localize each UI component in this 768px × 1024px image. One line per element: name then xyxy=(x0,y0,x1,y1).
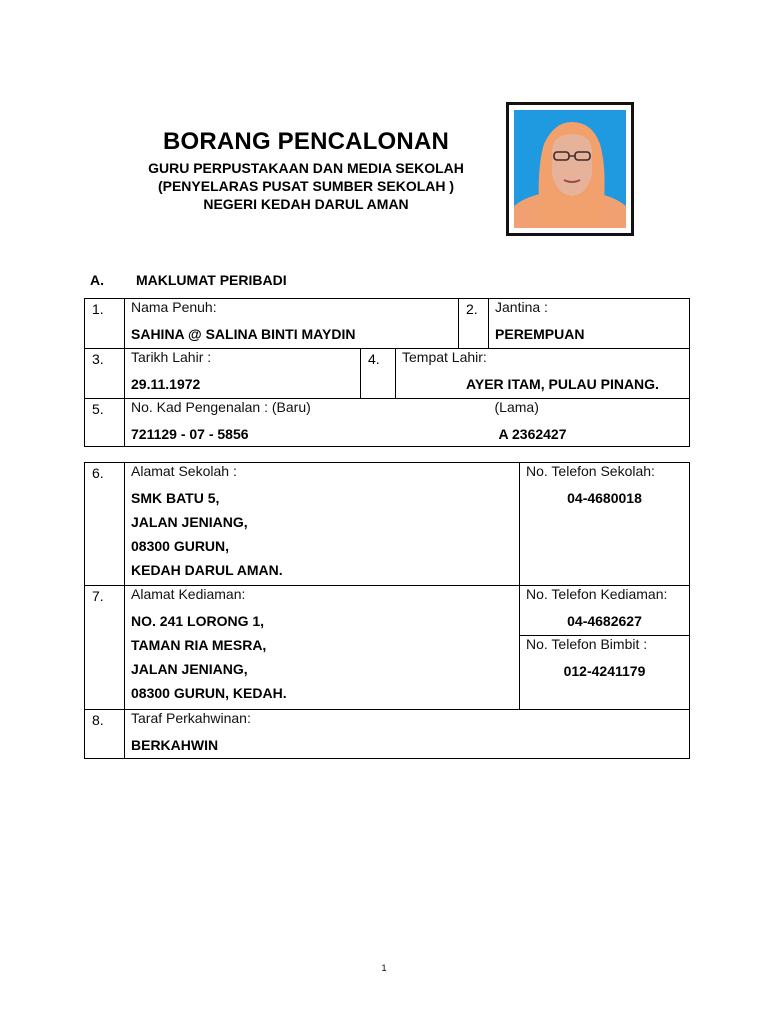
school-address-cell xyxy=(125,463,520,586)
ic-old-cell xyxy=(489,399,690,447)
field-number: 5. xyxy=(85,399,125,447)
full-name-label: Nama Penuh: xyxy=(131,299,217,315)
field-number: 2. xyxy=(459,299,489,349)
applicant-photo xyxy=(506,102,634,236)
personal-info-table-2 xyxy=(84,462,690,759)
page-number: 1 xyxy=(381,963,387,973)
home-address-label: Alamat Kediaman: xyxy=(131,586,246,602)
school-phone-label: No. Telefon Sekolah: xyxy=(526,463,655,479)
home-address-cell xyxy=(125,586,520,710)
table-row xyxy=(85,299,690,349)
birth-place-cell xyxy=(396,349,690,399)
home-address-line: JALAN JENIANG, xyxy=(131,661,248,677)
personal-info-table-1 xyxy=(84,298,690,447)
gender-cell xyxy=(489,299,690,349)
ic-new-value: 721129 - 07 - 5856 xyxy=(131,426,249,442)
marital-status-value: BERKAHWIN xyxy=(131,737,219,753)
home-address-line: NO. 241 LORONG 1, xyxy=(131,613,265,629)
field-number: 6. xyxy=(85,463,125,586)
ic-new-label: No. Kad Pengenalan : (Baru) xyxy=(131,399,311,415)
birth-place-label: Tempat Lahir: xyxy=(402,349,487,365)
school-address-line: JALAN JENIANG, xyxy=(131,514,248,530)
gender-label: Jantina : xyxy=(495,299,548,315)
ic-old-value: A 2362427 xyxy=(498,426,567,442)
birth-date-value: 29.11.1972 xyxy=(131,376,201,392)
school-address-label: Alamat Sekolah : xyxy=(131,463,237,479)
school-phone-cell xyxy=(520,463,690,586)
table-row xyxy=(85,586,690,636)
home-address-line: TAMAN RIA MESRA, xyxy=(131,637,267,653)
school-address-line: KEDAH DARUL AMAN. xyxy=(131,562,283,578)
gender-value: PEREMPUAN xyxy=(495,326,585,342)
field-number: 7. xyxy=(85,586,125,710)
home-phone-cell xyxy=(520,586,690,636)
mobile-phone-value: 012-4241179 xyxy=(563,663,646,679)
ic-old-label: (Lama) xyxy=(494,399,539,415)
mobile-phone-cell xyxy=(520,636,690,710)
table-row xyxy=(85,463,690,586)
marital-status-label: Taraf Perkahwinan: xyxy=(131,710,251,726)
field-number: 3. xyxy=(85,349,125,399)
school-phone-value: 04-4680018 xyxy=(567,490,642,506)
birth-place-value: AYER ITAM, PULAU PINANG. xyxy=(466,376,659,392)
school-address-line: 08300 GURUN, xyxy=(131,538,230,554)
full-name-cell xyxy=(125,299,459,349)
full-name-value: SAHINA @ SALINA BINTI MAYDIN xyxy=(131,326,356,342)
form-title: BORANG PENCALONAN xyxy=(162,128,450,155)
field-number: 1. xyxy=(85,299,125,349)
section-letter: A. xyxy=(90,272,104,288)
mobile-phone-label: No. Telefon Bimbit : xyxy=(526,636,648,652)
table-row xyxy=(85,710,690,759)
home-phone-label: No. Telefon Kediaman: xyxy=(526,586,668,602)
ic-new-cell xyxy=(125,399,489,447)
table-row xyxy=(85,349,690,399)
section-heading: MAKLUMAT PERIBADI xyxy=(136,272,287,288)
form-subtitle-3: NEGERI KEDAH DARUL AMAN xyxy=(203,196,409,212)
form-subtitle-2: (PENYELARAS PUSAT SUMBER SEKOLAH ) xyxy=(157,178,455,194)
field-number: 8. xyxy=(85,710,125,759)
birth-date-label: Tarikh Lahir : xyxy=(131,349,212,365)
field-number: 4. xyxy=(361,349,396,399)
home-phone-value: 04-4682627 xyxy=(567,613,642,629)
table-row xyxy=(85,399,690,447)
home-address-line: 08300 GURUN, KEDAH. xyxy=(131,685,287,701)
form-subtitle-1: GURU PERPUSTAKAAN DAN MEDIA SEKOLAH xyxy=(148,160,464,176)
birth-date-cell xyxy=(125,349,361,399)
portrait-image xyxy=(514,110,626,228)
marital-status-cell xyxy=(125,710,690,759)
school-address-line: SMK BATU 5, xyxy=(131,490,220,506)
